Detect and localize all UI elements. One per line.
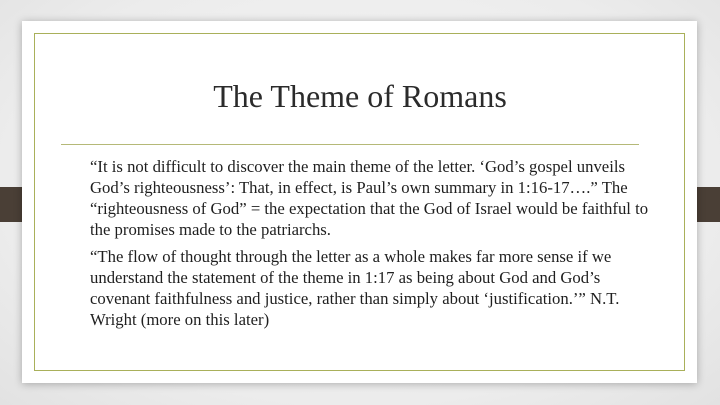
quote-paragraph-2: “The flow of thought through the letter as a whole makes far more sense if we understand the statement of the theme in 1:17 as being about God and God’s covenant faithfulness and justice, rather than simply about ‘justification.’” N.T. Wright (more on this later) — [90, 247, 620, 329]
slide-body — [90, 156, 650, 336]
quote-paragraph-1: “It is not difficult to discover the main theme of the letter. ‘God’s gospel unveils God’s righteousness’: That, in effect, is Paul’s own summary in 1:16-17….” The “righteousness of God” = the expectation that the God of Israel would be faithful to the promises made to the patriarchs. — [90, 157, 649, 239]
title-divider — [61, 144, 639, 145]
slide-title: The Theme of Romans — [213, 78, 507, 114]
